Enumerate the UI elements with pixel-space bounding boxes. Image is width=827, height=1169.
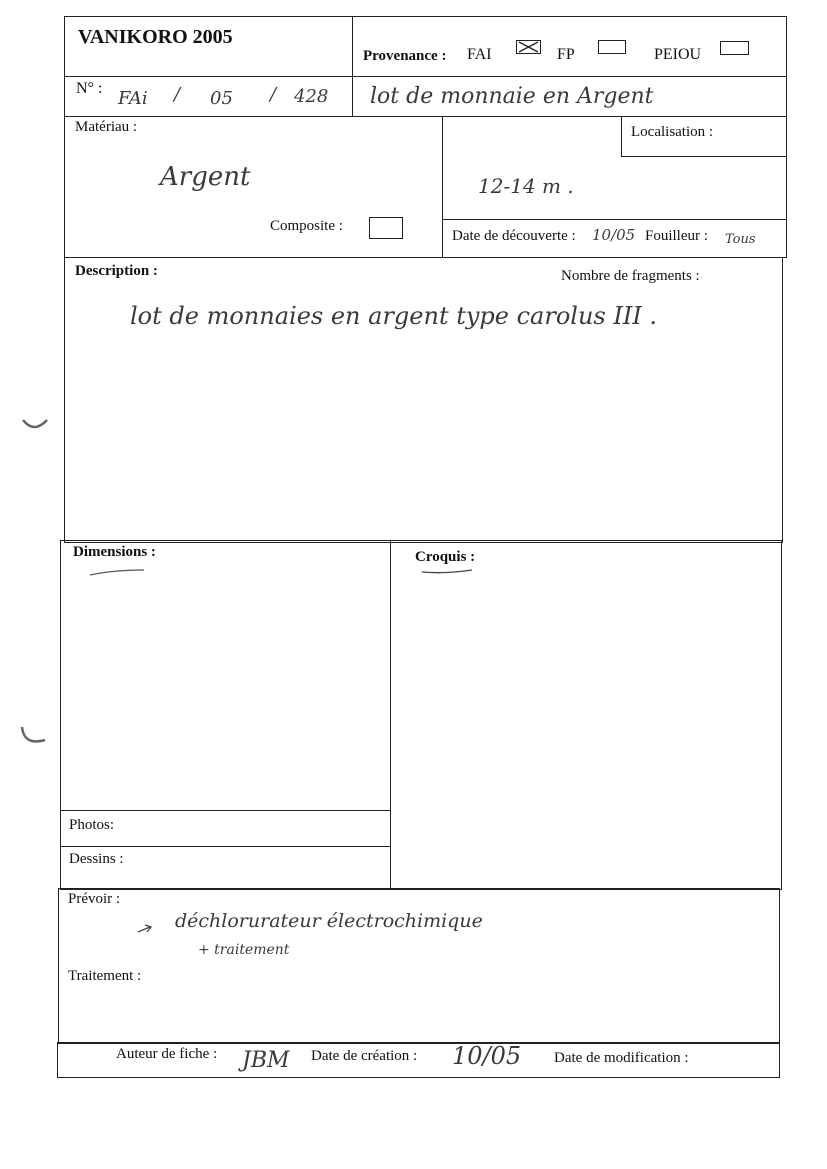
provenance-fp-checkbox[interactable] xyxy=(598,40,626,54)
header-bottom-rule xyxy=(64,76,787,77)
creation-value: 10/05 xyxy=(452,1042,522,1070)
creation-label: Date de création : xyxy=(311,1048,418,1064)
modification-label: Date de modification : xyxy=(554,1050,689,1066)
lower-frame xyxy=(60,540,782,890)
check-cross-icon xyxy=(517,41,540,53)
provenance-option-fp-label: FP xyxy=(557,46,575,63)
auteur-value: JBM xyxy=(242,1048,290,1073)
number-label: N° : xyxy=(76,80,103,97)
fragments-label: Nombre de fragments : xyxy=(561,268,700,284)
material-divider xyxy=(442,116,443,258)
dessins-label: Dessins : xyxy=(69,851,124,867)
description-label: Description : xyxy=(75,263,158,279)
material-label: Matériau : xyxy=(75,119,138,135)
discovery-date-value: 10/05 xyxy=(592,226,636,244)
croquis-underline xyxy=(420,568,480,576)
description-value: lot de monnaies en argent type carolus III . xyxy=(130,302,658,330)
photos-label: Photos: xyxy=(69,817,115,833)
provenance-fai-checkbox[interactable] xyxy=(516,40,541,54)
material-value: Argent xyxy=(160,162,251,192)
header-divider xyxy=(352,16,353,77)
object-name-value: lot de monnaie en Argent xyxy=(370,84,654,109)
provenance-label: Provenance : xyxy=(363,48,447,64)
provenance-option-fai-label: FAI xyxy=(467,46,492,63)
provenance-option-peiou-label: PEIOU xyxy=(654,46,702,63)
number-separator-1: / xyxy=(174,84,181,105)
arrow-icon xyxy=(136,922,156,936)
number-part-site: FAi xyxy=(118,88,148,109)
dimensions-label: Dimensions : xyxy=(73,544,156,560)
provenance-peiou-checkbox[interactable] xyxy=(720,41,749,55)
auteur-label: Auteur de fiche : xyxy=(116,1046,218,1062)
project-title: VANIKORO 2005 xyxy=(78,26,233,48)
description-frame xyxy=(64,257,783,543)
localisation-value: 12-14 m . xyxy=(478,174,574,198)
traitement-label: Traitement : xyxy=(68,968,142,984)
croquis-label: Croquis : xyxy=(415,549,476,565)
discovery-top-rule xyxy=(442,219,787,220)
punch-hole-mark-lower xyxy=(18,724,48,750)
prevoir-line2: + traitement xyxy=(198,942,290,958)
dimensions-pen-stroke xyxy=(88,568,148,578)
number-part-year: 05 xyxy=(210,88,233,109)
prevoir-label: Prévoir : xyxy=(68,891,121,907)
dimensions-croquis-divider xyxy=(390,540,391,888)
number-part-serial: 428 xyxy=(294,86,329,107)
prevoir-line1: déchlorurateur électrochimique xyxy=(175,910,483,932)
fouilleur-label: Fouilleur : xyxy=(645,228,708,244)
photos-top-rule xyxy=(60,810,390,811)
composite-label: Composite : xyxy=(270,218,343,234)
fouilleur-value: Tous xyxy=(725,232,756,247)
discovery-date-label: Date de découverte : xyxy=(452,228,576,244)
localisation-label: Localisation : xyxy=(631,124,714,140)
id-row-divider xyxy=(352,76,353,117)
punch-hole-mark-upper xyxy=(20,414,50,434)
dessins-top-rule xyxy=(60,846,390,847)
number-separator-2: / xyxy=(270,84,277,105)
composite-checkbox[interactable] xyxy=(369,217,403,239)
